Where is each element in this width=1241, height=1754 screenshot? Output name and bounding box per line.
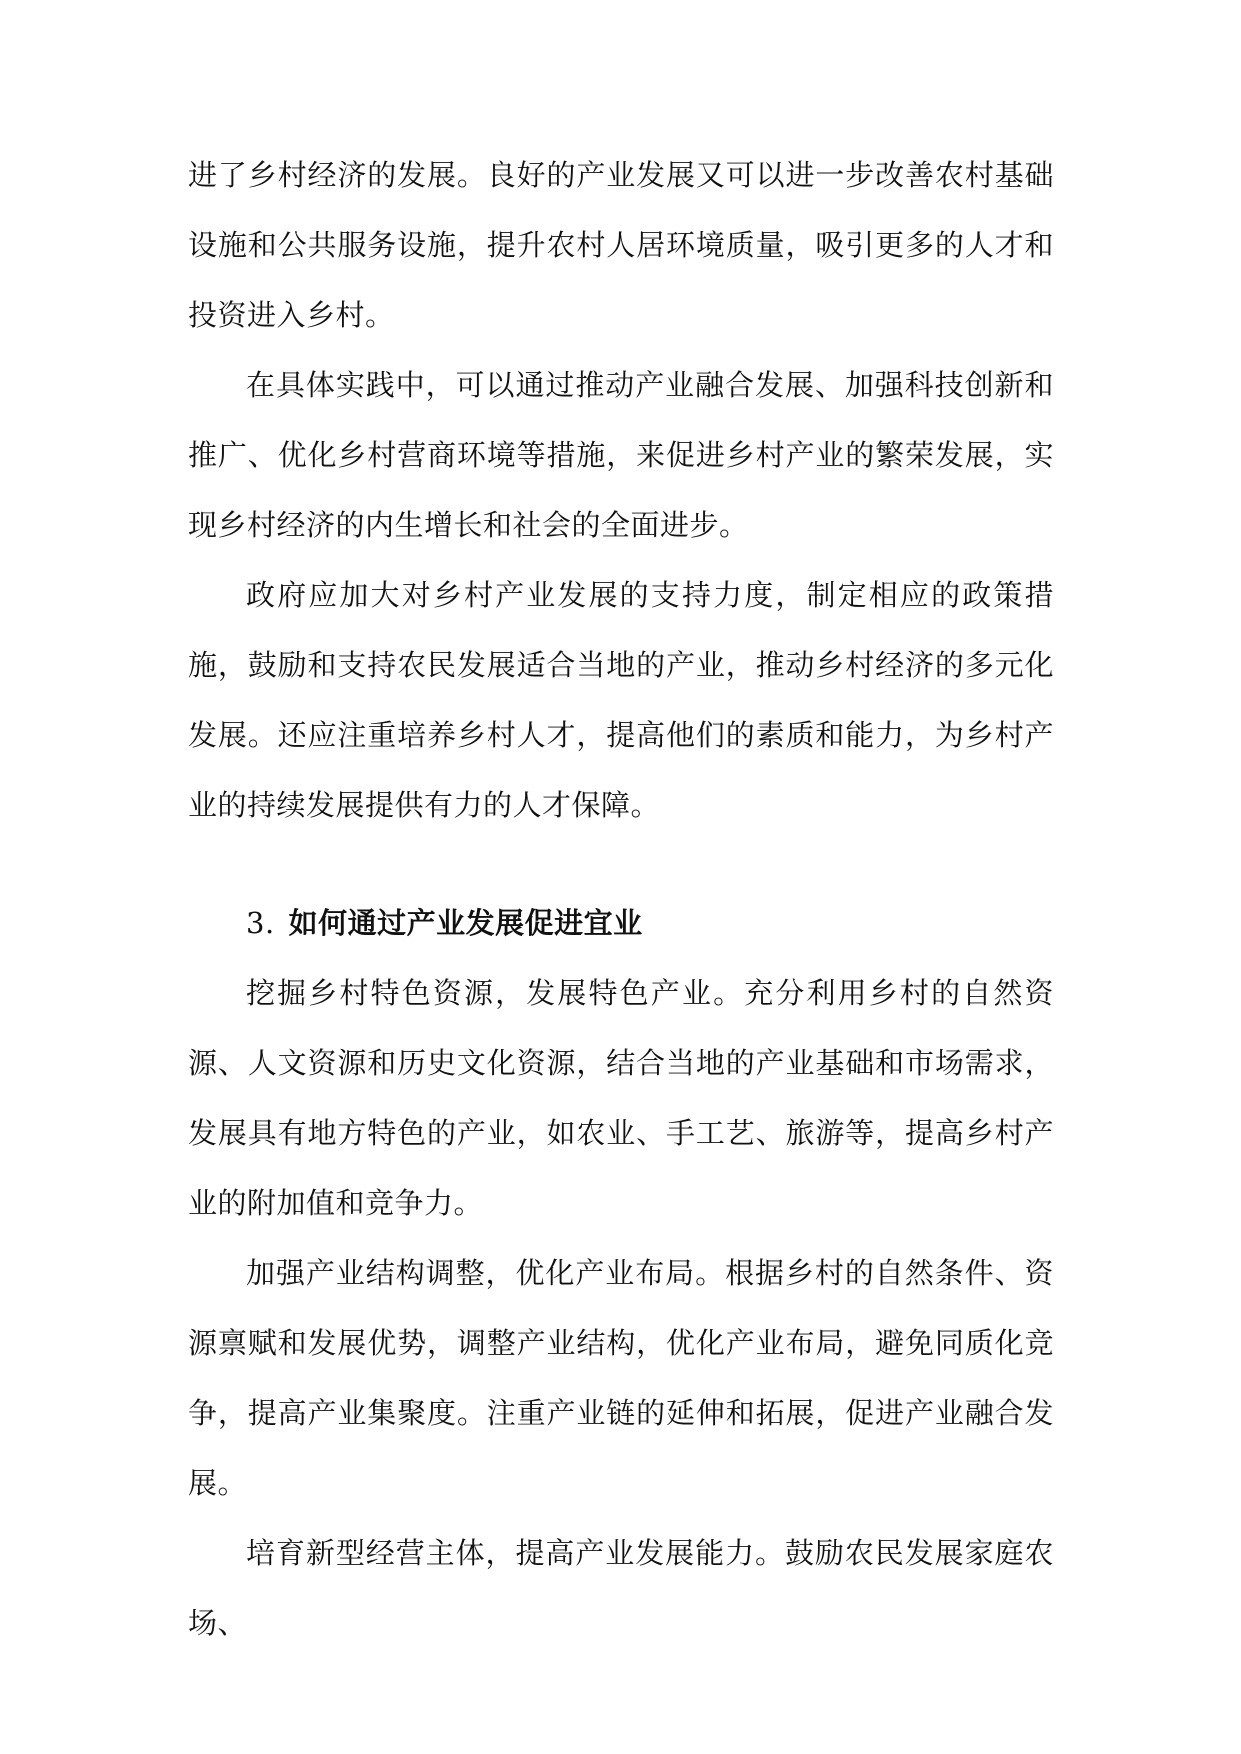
paragraph-practice: 在具体实践中，可以通过推动产业融合发展、加强科技创新和推广、优化乡村营商环境等措施，来促进乡村产业的繁荣发展，实现乡村经济的内生增长和社会的全面进步。 — [188, 368, 1054, 542]
paragraph-structure-adjustment: 加强产业结构调整，优化产业布局。根据乡村的自然条件、资源禀赋和发展优势，调整产业结构，优化产业布局，避免同质化竞争，提高产业集聚度。注重产业链的延伸和拓展，促进产业融合发展。 — [188, 1256, 1054, 1500]
document-body — [188, 140, 1054, 1658]
paragraph-government: 政府应加大对乡村产业发展的支持力度，制定相应的政策措施，鼓励和支持农民发展适合当地的产业，推动乡村经济的多元化发展。还应注重培养乡村人才，提高他们的素质和能力，为乡村产业的持续发展提供有力的人才保障。 — [188, 578, 1054, 822]
paragraph-continued: 进了乡村经济的发展。良好的产业发展又可以进一步改善农村基础设施和公共服务设施，提升农村人居环境质量，吸引更多的人才和投资进入乡村。 — [188, 158, 1054, 332]
paragraph-characteristic-resources: 挖掘乡村特色资源，发展特色产业。充分利用乡村的自然资源、人文资源和历史文化资源，结合当地的产业基础和市场需求，发展具有地方特色的产业，如农业、手工艺、旅游等，提高乡村产业的附加值和竞争力。 — [188, 976, 1054, 1220]
paragraph-new-business-entities: 培育新型经营主体，提高产业发展能力。鼓励农民发展家庭农场、 — [188, 1536, 1054, 1640]
section-number: 3. — [246, 906, 275, 940]
section-heading — [188, 888, 1054, 958]
section-title: 如何通过产业发展促进宜业 — [288, 906, 643, 940]
